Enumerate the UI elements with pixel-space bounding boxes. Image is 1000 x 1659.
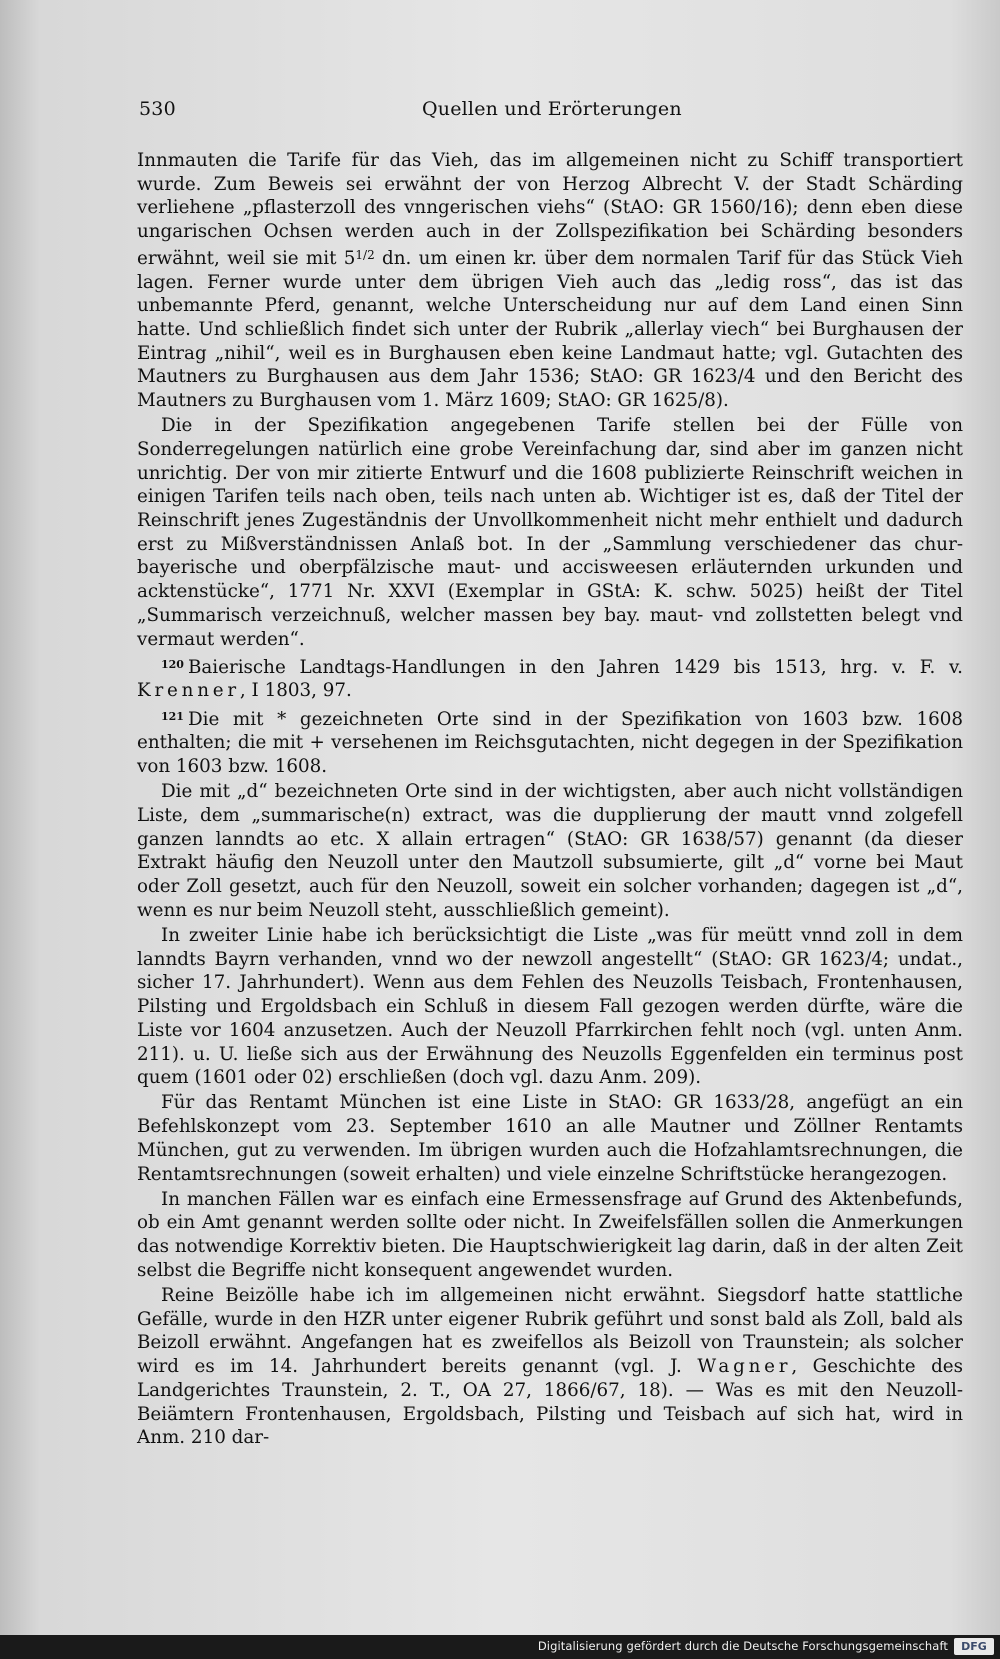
paragraph-6: In manchen Fällen war es einfach eine Ermessensfrage auf Grund des Aktenbefunds, ob ein Amt genannt werden sollte oder nicht. In Zweifelsfällen sollen die Anmerkungen das notwendige Korrektiv bieten. Die Hauptschwierigkeit lag darin, daß in der alten Zeit selbst die Begriffe nicht konsequent angewendet wurden. xyxy=(137,1188,963,1281)
dfg-logo-icon: DFG xyxy=(954,1638,994,1655)
footer-bar xyxy=(0,1635,1000,1659)
running-title: Quellen und Erörterungen xyxy=(422,98,682,120)
paragraph-4: In zweiter Linie habe ich berücksichtigt die Liste „was für meütt vnnd zoll in dem lanndts Bayrn verhanden, vnnd wo der newzoll angestellt“ (StAO: GR 1623/4; undat., sicher 17. Jahrhundert). Wenn aus dem Fehlen des Neuzolls Teisbach, Frontenhausen, Pilsting und Ergoldsbach ein Schluß in diesem Fall gezogen werden dürfte, wäre die Liste vor 1604 anzusetzen. Auch der Neuzoll Pfarrkirchen fehlt noch (vgl. unten Anm. 211). u. U. ließe sich aus der Erwähnung des Neuzolls Eggenfelden ein terminus post quem (1601 oder 02) erschließen (doch vgl. dazu Anm. 209). xyxy=(137,925,963,1089)
footnote-number: 120 xyxy=(161,657,184,671)
paragraph-3: Die mit „d“ bezeichneten Orte sind in der wichtigsten, aber auch nicht vollständigen Liste, dem „summarische(n) extract, was die dupplierung der mautt vnnd zolgefell ganzen lanndts ao etc. X allain ertragen“ (StAO: GR 1638/57) genannt (da dieser Extrakt häufig den Neuzoll unter den Mautzoll subsumierte, gilt „d“ vorne bei Maut oder Zoll gesetzt, auch für den Neuzoll, soweit ein solcher vorhanden; dagegen ist „d“, wenn es nur beim Neuzoll steht, ausschließlich gemeint). xyxy=(137,781,963,921)
page-number: 530 xyxy=(139,98,176,120)
page-header xyxy=(139,92,969,126)
author-name: Wagner xyxy=(697,1356,792,1378)
fraction: 1/2 xyxy=(355,247,375,262)
footnote-120: $^{120}$ Baierische Landtags-Handlungen in den Jahren 1429 bis 1513, hrg. v. F. v. Krenner, I 1803, 97. xyxy=(137,656,963,702)
author-name: Krenner xyxy=(137,680,240,702)
funding-credit: Digitalisierung gefördert durch die Deutsche Forschungsgemeinschaft xyxy=(537,1639,948,1653)
paragraph-5: Für das Rentamt München ist eine Liste in StAO: GR 1633/28, angefügt an ein Befehlskonzept vom 23. September 1610 an alle Mautner und Zöllner Rentamts München, gut zu verwenden. Im übrigen wurden auch die Hofzahlamtsrechnungen, die Rentamtsrechnungen (soweit erhalten) und viele einzelne Schriftstücke herangezogen. xyxy=(137,1092,963,1185)
body-text xyxy=(137,149,963,1451)
paragraph-2: Die in der Spezifikation angegebenen Tarife stellen bei der Fülle von Sonderregelungen natürlich eine grobe Vereinfachung dar, sind aber im ganzen nicht unrichtig. Der von mir zitierte Entwurf und die 1608 publizierte Reinschrift weichen in einigen Tarifen teils nach oben, teils nach unten ab. Wichtiger ist es, daß der Titel der Reinschrift jenes Zugeständnis der Unvollkommenheit nicht mehr enthielt und dadurch erst zu Mißverständnissen Anlaß bot. In der „Sammlung verschiedener das chur-bayerische und oberpfälzische maut- und accisweesen erläuternden urkunden und acktenstücke“, 1771 Nr. XXVI (Exemplar in GStA: K. schw. 5025) heißt der Titel „Summarisch verzeichnuß, welcher massen bey bay. maut- vnd zollstetten belegt vnd vermaut werden“. xyxy=(137,415,963,650)
footnote-121: $^{121}$ Die mit * gezeichneten Orte sind in der Spezifikation von 1603 bzw. 1608 enthalten; die mit + versehenen im Reichsgutachten, nicht degegen in der Spezifikation von 1603 bzw. 1608. xyxy=(137,708,963,778)
paragraph-1: Innmauten die Tarife für das Vieh, das im allgemeinen nicht zu Schiff transportiert wurde. Zum Beweis sei erwähnt der von Herzog Albrecht V. der Stadt Schärding verliehene „pflasterzoll des vnngerischen viehs“ (StAO: GR 1560/16); denn eben diese ungarischen Ochsen werden auch in der Zollspezifikation bei Schärding besonders erwähnt, weil sie mit $5^{1/2}$ dn. um einen kr. über dem normalen Tarif für das Stück Vieh lagen. Ferner wurde unter dem übrigen Vieh auch das „ledig ross“, das ist das unbemannte Pferd, genannt, welche Unterscheidung nur auf dem Land einen Sinn hatte. Und schließlich findet sich unter der Rubrik „allerlay viech“ bei Burghausen der Eintrag „nihil“, weil es in Burghausen eben keine Landmaut hatte; vgl. Gutachten des Mautners zu Burghausen aus dem Jahr 1536; StAO: GR 1623/4 und den Bericht des Mautners zu Burghausen vom 1. März 1609; StAO: GR 1625/8). xyxy=(137,150,964,412)
paragraph-7: Reine Beizölle habe ich im allgemeinen nicht erwähnt. Siegsdorf hatte stattliche Gefälle, wurde in den HZR unter eigener Rubrik geführt und sonst bald als Zoll, bald als Beizoll erwähnt. Angefangen hat es zweifellos als Beizoll von Traunstein; als solcher wird es im 14. Jahrhundert bereits genannt (vgl. J. Wagner, Geschichte des Landgerichtes Traunstein, 2. T., OA 27, 1866/67, 18). — Was es mit den Neuzoll-Beiämtern Frontenhausen, Ergoldsbach, Pilsting und Teisbach auf sich hat, wird in Anm. 210 dar- xyxy=(137,1285,963,1449)
footnote-number: 121 xyxy=(161,709,184,723)
